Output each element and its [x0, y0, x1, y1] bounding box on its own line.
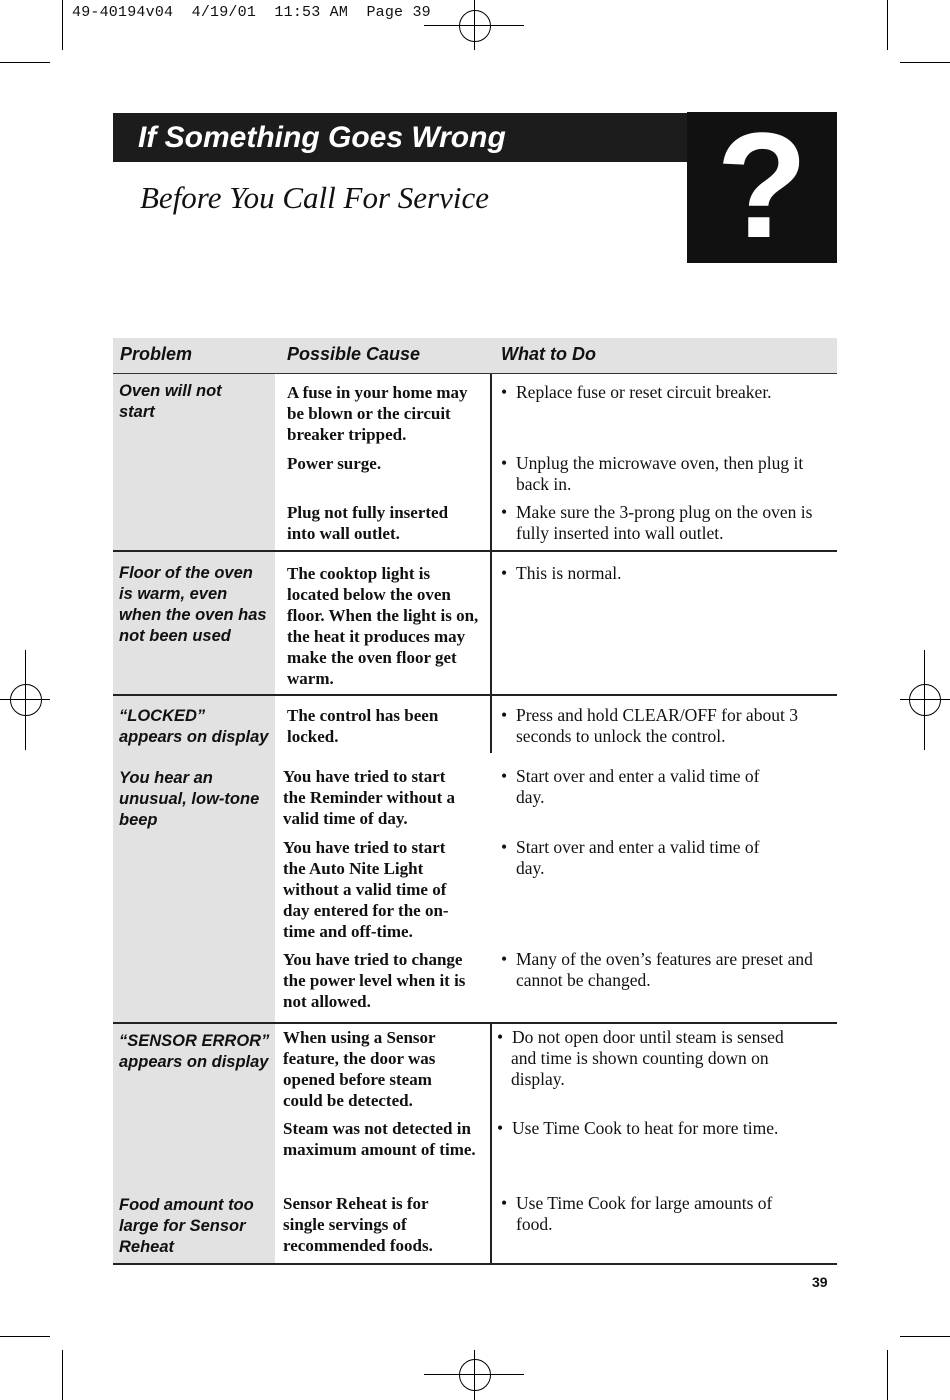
question-mark-icon [687, 100, 837, 269]
cause-text: The control has been locked. [287, 706, 439, 746]
cause-text: Steam was not detected in maximum amount of time. [283, 1119, 476, 1159]
cause-text: When using a Sensor feature, the door was opened before steam could be detected. [283, 1028, 436, 1110]
row-divider [113, 694, 837, 696]
cause-text: The cooktop light is located below the oven floor. When the light is on, the heat it produces may make the oven floor get warm. [287, 564, 479, 688]
row-divider [113, 1263, 837, 1265]
action-text: • Use Time Cook for large amounts of food. [501, 1193, 806, 1235]
action-text: • Replace fuse or reset circuit breaker. [501, 382, 837, 403]
problem-oven-will-not-start: Oven will not start [119, 382, 222, 421]
crop-mark [900, 1336, 950, 1337]
action-text: • This is normal. [501, 563, 837, 584]
action-text: • Many of the oven’s features are preset and cannot be changed. [501, 949, 837, 991]
crop-mark [887, 0, 888, 50]
problem-sensor-error: “SENSOR ERROR” appears on display [119, 1032, 270, 1071]
cause-text: You have tried to change the power level when it is not allowed. [283, 950, 466, 1011]
cause-text: Plug not fully inserted into wall outlet. [287, 503, 449, 543]
row-divider [113, 550, 837, 552]
action-text: • Unplug the microwave oven, then plug it back in. [501, 453, 837, 495]
column-header-possible-cause: Possible Cause [287, 344, 421, 364]
page-title: If Something Goes Wrong [138, 121, 506, 154]
cause-text: Power surge. [287, 454, 382, 473]
crop-mark [887, 1350, 888, 1400]
cause-text: You have tried to start the Auto Nite Light without a valid time of day entered for the on-time and off-time. [283, 838, 449, 941]
cause-text: You have tried to start the Reminder without a valid time of day. [283, 767, 456, 828]
crop-mark [62, 0, 63, 50]
print-slug: 49-40194v04 4/19/01 11:53 AM Page 39 [72, 4, 431, 21]
action-text: • Press and hold CLEAR/OFF for about 3 seconds to unlock the control. [501, 705, 837, 747]
column-divider [490, 1179, 492, 1263]
table-header-row [113, 338, 837, 374]
crop-mark [0, 62, 50, 63]
crop-mark [0, 1336, 50, 1337]
column-header-problem: Problem [120, 344, 193, 364]
action-text: • Use Time Cook to heat for more time. [497, 1118, 833, 1139]
action-text: • Make sure the 3-prong plug on the oven is fully inserted into wall outlet. [501, 502, 826, 544]
column-divider [490, 696, 492, 753]
problem-low-tone-beep: You hear an unusual, low-tone beep [119, 769, 260, 829]
page-subtitle: Before You Call For Service [140, 180, 489, 215]
action-text: • Start over and enter a valid time of day. [501, 766, 791, 808]
action-text: • Do not open door until steam is sensed and time is shown counting down on display. [497, 1027, 807, 1090]
cause-text: A fuse in your home may be blown or the circuit breaker tripped. [287, 383, 468, 444]
action-text: • Start over and enter a valid time of day. [501, 837, 791, 879]
page-number: 39 [812, 1274, 828, 1290]
column-divider [490, 552, 492, 694]
crop-mark [62, 1350, 63, 1400]
problem-locked-display: “LOCKED” appears on display [119, 707, 269, 746]
column-header-what-to-do: What to Do [501, 344, 596, 364]
cause-text: Sensor Reheat is for single servings of recommended foods. [283, 1194, 433, 1255]
question-mark-glyph: ? [716, 100, 808, 269]
row-divider [113, 1022, 837, 1024]
problem-floor-warm: Floor of the oven is warm, even when the oven has not been used [119, 564, 267, 645]
crop-mark [900, 62, 950, 63]
problem-food-amount-too-large: Food amount too large for Sensor Reheat [119, 1196, 254, 1256]
column-divider [490, 374, 492, 550]
